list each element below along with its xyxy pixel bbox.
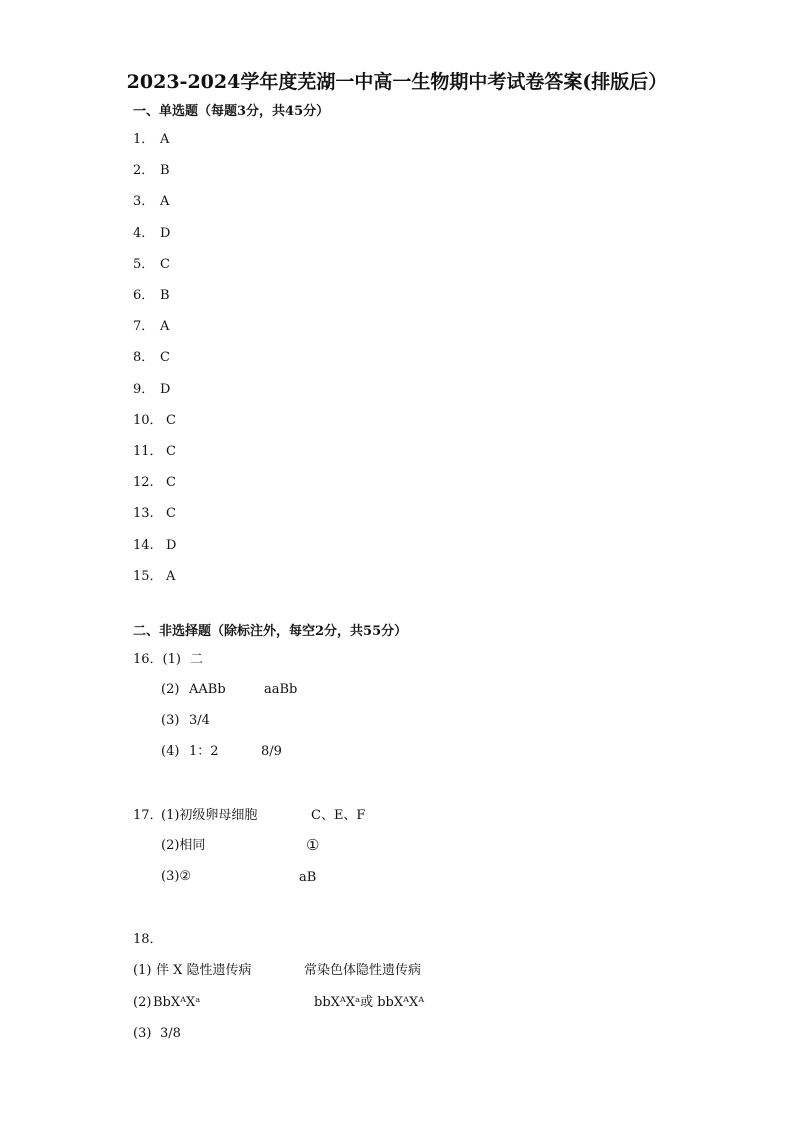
- mc-answer-value: D: [166, 538, 177, 553]
- mc-answer-value: D: [160, 382, 171, 397]
- mc-answer-value: C: [160, 350, 170, 365]
- q18-answer-3: 3/8: [160, 1026, 181, 1041]
- mc-answer-value: B: [160, 288, 170, 303]
- q18-label-2: (2): [133, 995, 152, 1010]
- q18-answer-2a: BbXᴬXᵃ: [153, 995, 201, 1010]
- q18-answer-1b: 常染色体隐性遗传病: [304, 963, 422, 978]
- q16-label-3: (3): [161, 713, 180, 728]
- mc-answer-value: C: [166, 475, 176, 490]
- mc-answer-value: A: [160, 194, 170, 209]
- q16-label-2: (2): [161, 682, 180, 697]
- q16-answer-4b: 8/9: [261, 744, 282, 759]
- q17-answer-2b: ①: [306, 836, 320, 854]
- q17-answer-3b: aB: [299, 870, 317, 885]
- mc-answer-number: 7．: [133, 319, 155, 334]
- q16-label-4: (4): [161, 744, 180, 759]
- mc-answer-number: 14.: [133, 538, 154, 553]
- mc-answer-value: A: [160, 319, 170, 334]
- mc-answer-value: C: [166, 444, 176, 459]
- mc-answer-value: A: [166, 569, 176, 584]
- mc-answer-value: C: [166, 506, 176, 521]
- q16-number: 16．(1): [133, 652, 181, 667]
- mc-answer-value: B: [160, 163, 170, 178]
- mc-answer-value: C: [160, 257, 170, 272]
- mc-answer-number: 11．: [133, 444, 163, 459]
- q16-answer-1: 二: [190, 652, 204, 667]
- q17-answer-3a: (3)②: [161, 869, 192, 884]
- mc-answer-number: 6．: [133, 288, 155, 303]
- page-title: 2023-2024学年度芜湖一中高一生物期中考试卷答案(排版后）: [126, 71, 668, 93]
- q18-label-3: (3): [133, 1026, 152, 1041]
- mc-answer-number: 5．: [133, 257, 155, 272]
- mc-answer-number: 4.: [133, 226, 146, 241]
- mc-answer-value: A: [160, 132, 170, 147]
- q17-answer-1a: (1)初级卵母细胞: [161, 808, 258, 823]
- mc-answer-number: 9．: [133, 382, 155, 397]
- q18-answer-2b: bbXᴬXᵃ或 bbXᴬXᴬ: [314, 995, 425, 1010]
- mc-answer-value: D: [160, 226, 171, 241]
- q17-number: 17．: [133, 808, 163, 823]
- q18-label-1: (1): [133, 963, 152, 978]
- q16-answer-2a: AABb: [189, 682, 226, 697]
- mc-answer-number: 1．: [133, 132, 155, 147]
- q17-answer-1b: C、E、F: [311, 808, 366, 823]
- mc-answer-number: 13.: [133, 506, 154, 521]
- mc-answer-value: C: [166, 413, 176, 428]
- q16-answer-4a: 1：2: [189, 744, 219, 759]
- mc-answer-number: 10．: [133, 413, 163, 428]
- section-2-heading: 二、非选择题（除标注外，每空2分，共55分）: [133, 624, 408, 639]
- mc-answer-number: 8．: [133, 350, 155, 365]
- section-1-heading: 一、单选题（每题3分，共45分）: [133, 104, 330, 119]
- mc-answer-number: 2．: [133, 163, 155, 178]
- q16-answer-2b: aaBb: [264, 682, 298, 697]
- mc-answer-number: 15．: [133, 569, 163, 584]
- q16-answer-3: 3/4: [189, 713, 210, 728]
- q18-answer-1a: 伴 X 隐性遗传病: [156, 963, 252, 978]
- mc-answer-number: 3．: [133, 194, 155, 209]
- q17-answer-2a: (2)相同: [161, 838, 206, 853]
- q18-number: 18．: [133, 932, 163, 947]
- mc-answer-number: 12.: [133, 475, 154, 490]
